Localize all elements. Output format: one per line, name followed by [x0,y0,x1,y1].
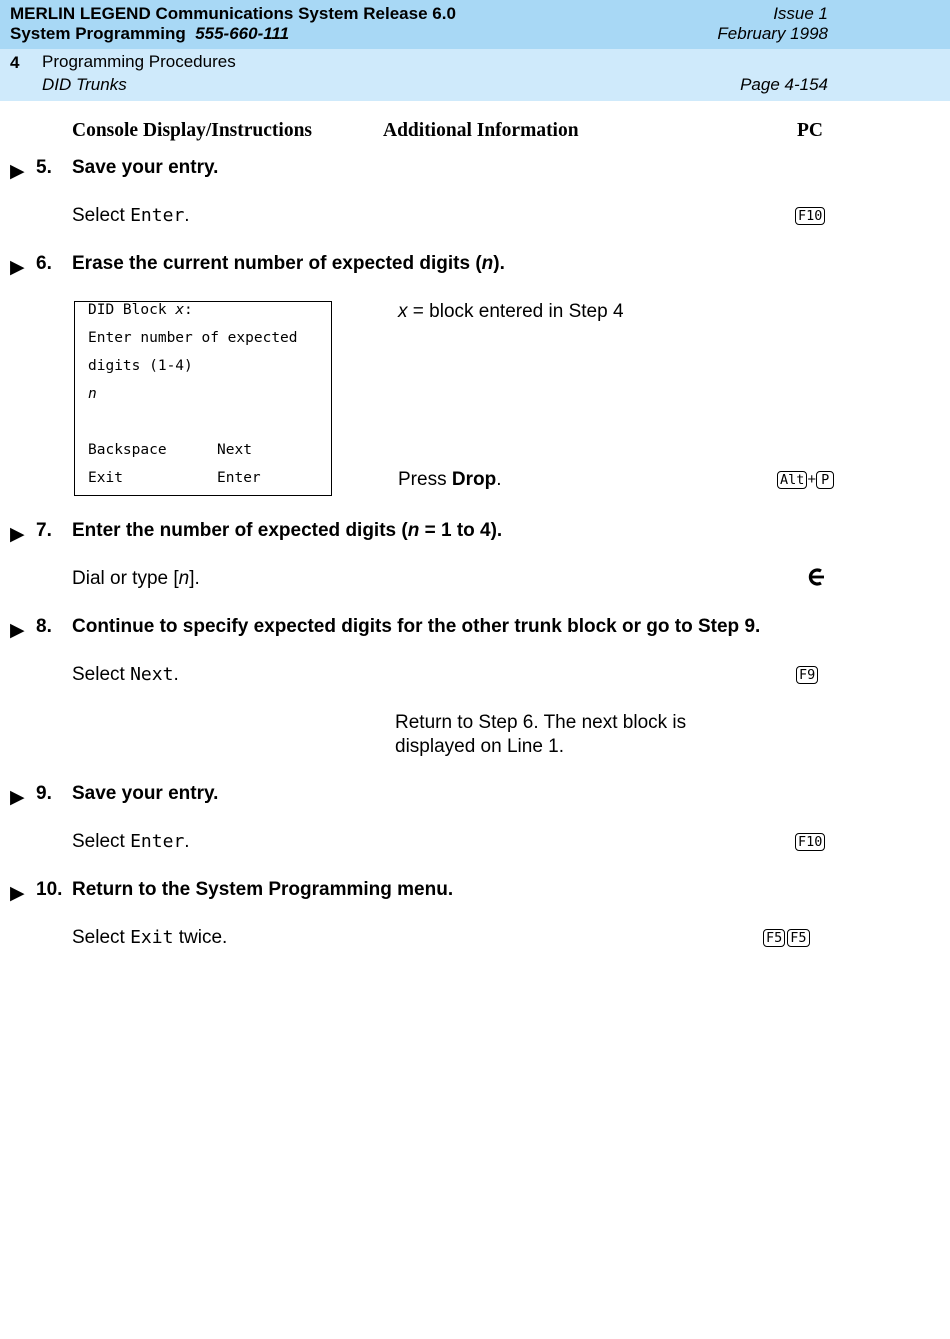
p-key: P [816,471,834,489]
instruction-text: Select [72,205,131,226]
console-display-screen [74,301,332,496]
softkey-backspace: Backspace [88,442,167,458]
step-7-title [72,520,502,542]
doc-title-line [10,24,289,44]
page-number: Page 4-154 [740,75,828,94]
step-9-title: Save your entry. [72,783,219,804]
chapter-number: 4 [10,53,20,72]
step-7-number: 7. [36,520,52,541]
info-variable: x [398,301,408,322]
enter-command: Enter [130,205,185,226]
step-5-number: 5. [36,157,52,178]
triangle-right-icon: ▶ [10,524,25,545]
f10-key [795,833,825,851]
enter-command: Enter [130,831,185,852]
instruction-text: ]. [189,568,200,589]
instruction-text: twice. [173,927,228,948]
softkey-next: Next [217,442,252,458]
issue: Issue 1 [773,4,828,23]
column-pc-heading: PC [797,120,823,141]
step-6-press-drop [398,468,501,492]
step-10-instruction [72,926,227,950]
screen-text: : [184,302,193,318]
title-variable: n [407,520,420,541]
f9-key-label: F9 [796,666,818,684]
softkey-exit: Exit [88,470,123,486]
chapter-title: Programming Procedures [42,52,236,71]
f5-f5-keys [763,929,810,947]
title-variable: n [481,253,494,274]
step-6-title [72,253,505,275]
instruction-text: Select [72,831,131,852]
instruction-variable: n [178,568,190,589]
step-8-title: Continue to specify expected digits for the other trunk block or go to Step 9. [72,616,761,637]
title-text: = 1 to 4). [419,520,503,541]
screen-line-1 [88,302,193,318]
alt-key: Alt [777,471,807,489]
instruction-text: . [173,664,179,685]
title-text: Erase the current number of expected digits ( [72,253,482,274]
triangle-right-icon: ▶ [10,620,25,641]
issue-date: February 1998 [717,24,828,43]
step-5-title: Save your entry. [72,157,219,178]
instruction-text: Dial or type [ [72,568,179,589]
triangle-right-icon: ▶ [10,883,25,904]
f5-key: F5 [787,929,809,947]
f9-key [796,666,818,684]
triangle-right-icon: ▶ [10,257,25,278]
screen-line-3: digits (1-4) [88,358,193,374]
f10-key-label: F10 [795,207,825,225]
step-10-title: Return to the System Programming menu. [72,879,454,900]
step-10-number: 10. [36,879,63,900]
column-console-heading: Console Display/Instructions [72,120,312,141]
triangle-right-icon: ▶ [10,787,25,808]
step-6-info [398,300,624,324]
step-5-instruction [72,204,190,228]
step-9-instruction [72,830,190,854]
column-info-heading: Additional Information [383,120,579,141]
step-8-info-line-1: Return to Step 6. The next block is [395,712,687,733]
press-text: . [496,469,502,490]
softkey-enter: Enter [217,470,261,486]
screen-line-2: Enter number of expected [88,330,298,346]
screen-line-4: n [88,386,97,402]
instruction-text: Select [72,927,131,948]
product-title: MERLIN LEGEND Communications System Release 6.0 [10,4,456,23]
press-text: Press [398,469,452,490]
section-title: DID Trunks [42,75,127,94]
exit-command: Exit [130,927,174,948]
screen-text: DID Block [88,302,176,318]
instruction-text: . [184,831,190,852]
instruction-text: . [184,205,190,226]
f5-key: F5 [763,929,785,947]
info-text: = block entered in Step 4 [407,301,624,322]
doc-number: 555-660-111 [195,24,290,43]
step-8-instruction [72,663,179,687]
dial-pad-icon [806,568,826,586]
step-7-instruction [72,567,200,591]
drop-label: Drop [451,469,497,490]
next-command: Next [130,664,174,685]
alt-p-keys [777,471,834,489]
screen-variable: x [175,302,185,318]
f10-key-label: F10 [795,833,825,851]
title-text: ). [493,253,505,274]
step-9-number: 9. [36,783,52,804]
f10-key [795,207,825,225]
step-8-number: 8. [36,616,52,637]
step-6-number: 6. [36,253,52,274]
doc-title: System Programming [10,24,186,43]
triangle-right-icon: ▶ [10,161,25,182]
plus-sign: + [807,471,817,488]
instruction-text: Select [72,664,131,685]
title-text: Enter the number of expected digits ( [72,520,408,541]
step-8-info-line-2: displayed on Line 1. [395,736,565,757]
